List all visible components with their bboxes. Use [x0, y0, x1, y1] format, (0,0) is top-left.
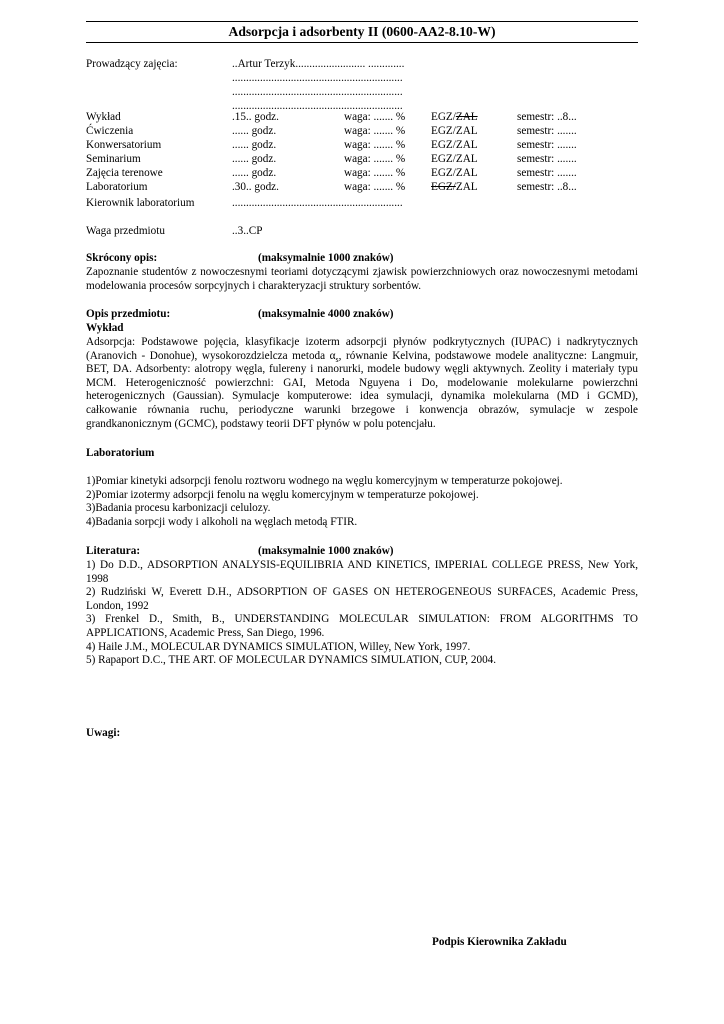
- lab-list: [86, 475, 638, 529]
- class-exam: [431, 181, 478, 195]
- list-item: 3) Frenkel D., Smith, B., UNDERSTANDING MOLECULAR SIMULATION: FROM ALGORITHMS TO APPLICATIONS, Academic Press, San Diego, 1996.: [86, 613, 638, 639]
- class-semester: semestr: .......: [517, 125, 577, 137]
- lecturer-line: .............................................................: [232, 100, 403, 112]
- class-weight: waga: ....... %: [344, 167, 406, 179]
- class-semester: semestr: .......: [517, 139, 577, 151]
- lecturer-line: .............................................................: [232, 72, 403, 84]
- class-exam: [431, 125, 478, 139]
- class-weight: waga: ....... %: [344, 153, 406, 165]
- lecture-text: Adsorpcja: Podstawowe pojęcia, klasyfikacje izoterm adsorpcji płynów podkrytycznych (IUPAC) i nadkrytycznych (Aranovich - Donohue), wysokorozdzielcza metoda $\alpha_s$, równanie Kelvina, podstawowe modele analityczne: Langmuir, BET, DA. Adsorbenty: alotropy węgla, fulereny i nanorurki, modele budowy węgli aktywnych. Zeolity i materiały typu MCM. Heterogeniczność powierzchni: GAI, Metoda Nguyena i Do, modelowanie molekularne powierzchni heterogenicznych (Gaussian). Symulacje komputerowe: idea symulacji, dynamika molekularna (MD i GCMD), całkowanie równania ruchu, periodyczne warunki brzegowe i konwencja obrazów, symulacje w zespole grandkanonicznym (GCMC), podstawy teorii DFT płynów w polu potencjału.: [86, 336, 639, 430]
- list-item: 2) Rudziński W, Everett D.H., ADSORPTION OF GASES ON HETEROGENEOUS SURFACES, Academic Press, London, 1992: [86, 586, 638, 612]
- exam-option: EGZ/: [431, 153, 456, 165]
- desc-label: Opis przedmiotu:: [86, 308, 171, 320]
- subject-weight-value: ..3..CP: [232, 225, 263, 237]
- credit-option: ZAL: [455, 111, 478, 123]
- exam-option: EGZ/: [431, 111, 456, 123]
- exam-option: EGZ/: [431, 181, 456, 193]
- class-exam: [431, 111, 478, 125]
- lab-heading: Laboratorium: [86, 447, 155, 459]
- class-hours: ...... godz.: [232, 139, 277, 151]
- class-semester: semestr: ..8...: [517, 181, 577, 193]
- class-name: Laboratorium: [86, 181, 148, 193]
- lecturer-label: Prowadzący zajęcia:: [86, 58, 178, 70]
- signature-label: Podpis Kierownika Zakładu: [432, 936, 567, 948]
- short-desc-label: Skrócony opis:: [86, 252, 158, 264]
- class-semester: semestr: ..8...: [517, 111, 577, 123]
- class-hours: .15.. godz.: [232, 111, 279, 123]
- lab-head-label: Kierownik laboratorium: [86, 197, 195, 209]
- list-item: 4) Haile J.M., MOLECULAR DYNAMICS SIMULATION, Willey, New York, 1997.: [86, 640, 471, 653]
- class-weight: waga: ....... %: [344, 111, 406, 123]
- exam-option: EGZ/: [431, 167, 456, 179]
- class-hours: ...... godz.: [232, 167, 277, 179]
- document-title: Adsorpcja i adsorbenty II (0600-AA2-8.10-W): [86, 21, 638, 43]
- literature-limit: (maksymalnie 1000 znaków): [258, 545, 394, 557]
- literature-label: Literatura:: [86, 545, 141, 557]
- subject-weight-label: Waga przedmiotu: [86, 225, 165, 237]
- exam-option: EGZ/: [431, 125, 456, 137]
- list-item: 3)Badania procesu karbonizacji celulozy.: [86, 502, 271, 515]
- remarks-label: Uwagi:: [86, 727, 121, 739]
- lecturer-line: .............................................................: [232, 86, 403, 98]
- class-name: Ćwiczenia: [86, 125, 134, 137]
- short-desc-limit: (maksymalnie 1000 znaków): [258, 252, 394, 264]
- list-item: 1) Do D.D., ADSORPTION ANALYSIS-EQUILIBRIA AND KINETICS, IMPERIAL COLLEGE PRESS, New York, 1998: [86, 559, 638, 585]
- class-weight: waga: ....... %: [344, 125, 406, 137]
- class-hours: ...... godz.: [232, 153, 277, 165]
- exam-option: EGZ/: [431, 139, 456, 151]
- lecture-heading: Wykład: [86, 322, 124, 334]
- class-exam: [431, 167, 478, 181]
- class-name: Wykład: [86, 111, 121, 123]
- class-exam: [431, 153, 478, 167]
- class-weight: waga: ....... %: [344, 181, 406, 193]
- literature-list: [86, 559, 638, 668]
- class-exam: [431, 139, 478, 153]
- list-item: 1)Pomiar kinetyki adsorpcji fenolu roztworu wodnego na węglu komercyjnym w temperaturze pokojowej.: [86, 475, 563, 487]
- credit-option: ZAL: [455, 125, 478, 137]
- list-item: 5) Rapaport D.C., THE ART. OF MOLECULAR DYNAMICS SIMULATION, CUP, 2004.: [86, 654, 497, 667]
- desc-limit: (maksymalnie 4000 znaków): [258, 308, 394, 320]
- credit-option: ZAL: [455, 181, 478, 193]
- short-desc-text: Zapoznanie studentów z nowoczesnymi teoriami dotyczącymi zjawisk powierzchniowych oraz nowoczesnymi metodami modelowania procesów sorpcyjnych i charakteryzacji struktury sorbentów.: [86, 266, 638, 292]
- list-item: 2)Pomiar izotermy adsorpcji fenolu na węglu komercyjnym w temperaturze pokojowej.: [86, 488, 479, 501]
- credit-option: ZAL: [455, 153, 478, 165]
- class-hours: ...... godz.: [232, 125, 277, 137]
- credit-option: ZAL: [455, 167, 478, 179]
- lab-head-value: .............................................................: [232, 197, 403, 209]
- class-hours: .30.. godz.: [232, 181, 279, 193]
- class-name: Seminarium: [86, 153, 141, 165]
- list-item: 4)Badania sorpcji wody i alkoholi na węglach metodą FTIR.: [86, 515, 358, 528]
- class-weight: waga: ....... %: [344, 139, 406, 151]
- class-name: Zajęcia terenowe: [86, 167, 163, 179]
- class-semester: semestr: .......: [517, 153, 577, 165]
- class-semester: semestr: .......: [517, 167, 577, 179]
- credit-option: ZAL: [455, 139, 478, 151]
- class-name: Konwersatorium: [86, 139, 162, 151]
- lecturer-line: ..Artur Terzyk......................... .............: [232, 58, 405, 70]
